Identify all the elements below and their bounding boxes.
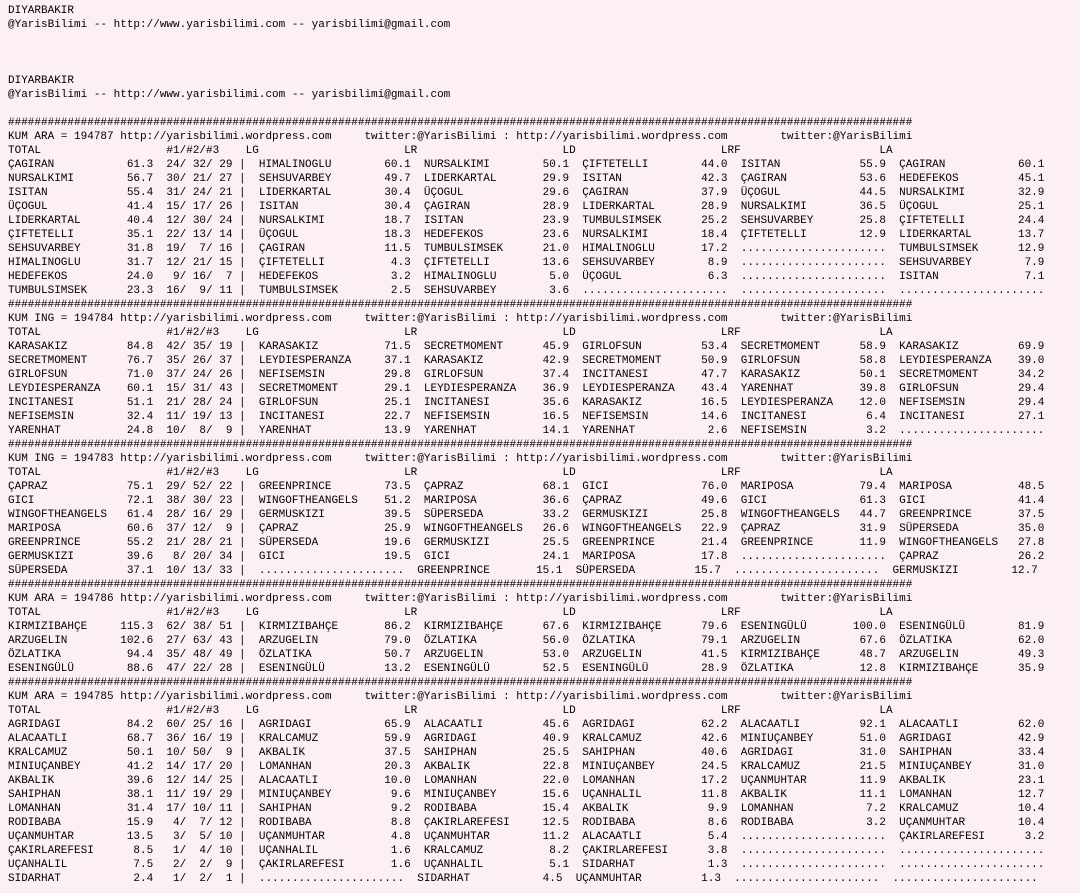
separator-line: ######################################################################################################################################### [8,299,913,311]
separator-line: ######################################################################################################################################### [8,439,913,451]
result-row: KIRMIZIBAHÇE 115.3 62/ 38/ 51 | KIRMIZIBAHÇE 86.2 KIRMIZIBAHÇE 67.6 KIRMIZIBAHÇE 79.6 ESENINGÜLÜ 100.0 ESENINGÜLÜ 81.9 [8,621,1045,633]
result-row: KARASAKIZ 84.8 42/ 35/ 19 | KARASAKIZ 71.5 SECRETMOMENT 45.9 GIRLOFSUN 53.4 SECRETMOMENT 58.9 KARASAKIZ 69.9 [8,341,1045,353]
result-row: GREENPRINCE 55.2 21/ 28/ 21 | SÜPERSEDA 19.6 GERMUSKIZI 25.5 GREENPRINCE 21.4 GREENPRINCE 11.9 WINGOFTHEANGELS 27.8 [8,537,1045,549]
result-row: ÇAKIRLAREFESI 8.5 1/ 4/ 10 | UÇANHALIL 1.6 KRALCAMUZ 8.2 ÇAKIRLAREFESI 3.8 ...................... ...................... [8,845,1045,857]
result-row: KRALCAMUZ 50.1 10/ 50/ 9 | AKBALIK 37.5 SAHIPHAN 25.5 SAHIPHAN 40.6 AGRIDAGI 31.0 SAHIPHAN 33.4 [8,747,1045,759]
result-row: HIMALINOGLU 31.7 12/ 21/ 15 | ÇIFTETELLI 4.3 ÇIFTETELLI 13.6 SEHSUVARBEY 8.9 ...................... SEHSUVARBEY 7.9 [8,257,1045,269]
result-row: WINGOFTHEANGELS 61.4 28/ 16/ 29 | GERMUSKIZI 39.5 SÜPERSEDA 33.2 GERMUSKIZI 25.8 WINGOFTHEANGELS 44.7 GREENPRINCE 37.5 [8,509,1045,521]
result-row: GICI 72.1 38/ 30/ 23 | WINGOFTHEANGELS 51.2 MARIPOSA 36.6 ÇAPRAZ 49.6 GICI 61.3 GICI 41.4 [8,495,1045,507]
result-row: NEFISEMSIN 32.4 11/ 19/ 13 | INCITANESI 22.7 NEFISEMSIN 16.5 NEFISEMSIN 14.6 INCITANESI 6.4 INCITANESI 27.1 [8,411,1045,423]
result-row: ÜÇOGUL 41.4 15/ 17/ 26 | ISITAN 30.4 ÇAGIRAN 28.9 LIDERKARTAL 28.9 NURSALKIMI 36.5 ÜÇOGUL 25.1 [8,201,1045,213]
result-row: LIDERKARTAL 40.4 12/ 30/ 24 | NURSALKIMI 18.7 ISITAN 23.9 TUMBULSIMSEK 25.2 SEHSUVARBEY 25.8 ÇIFTETELLI 24.4 [8,215,1045,227]
separator-line: ######################################################################################################################################### [8,579,913,591]
column-header: TOTAL #1/#2/#3 LG LR LD LRF LA [8,467,893,479]
result-row: YARENHAT 24.8 10/ 8/ 9 | YARENHAT 13.9 YARENHAT 14.1 YARENHAT 2.6 NEFISEMSIN 3.2 ...................... [8,425,1045,437]
result-row: HEDEFEKOS 24.0 9/ 16/ 7 | HEDEFEKOS 3.2 HIMALINOGLU 5.0 ÜÇOGUL 6.3 ...................... ISITAN 7.1 [8,271,1045,283]
section-title: KUM ARA = 194787 http://yarisbilimi.wordpress.com twitter:@YarisBilimi : http://yarisbilimi.wordpress.com twitter:@YarisBilimi [8,131,913,143]
result-row: MARIPOSA 60.6 37/ 12/ 9 | ÇAPRAZ 25.9 WINGOFTHEANGELS 26.6 WINGOFTHEANGELS 22.9 ÇAPRAZ 31.9 SÜPERSEDA 35.0 [8,523,1045,535]
result-row: TUMBULSIMSEK 23.3 16/ 9/ 11 | TUMBULSIMSEK 2.5 SEHSUVARBEY 3.6 ...................... ...................... ...................... [8,285,1045,297]
result-row: ÇAGIRAN 61.3 24/ 32/ 29 | HIMALINOGLU 60.1 NURSALKIMI 50.1 ÇIFTETELLI 44.0 ISITAN 55.9 ÇAGIRAN 60.1 [8,159,1045,171]
result-row: ÇAPRAZ 75.1 29/ 52/ 22 | GREENPRINCE 73.5 ÇAPRAZ 68.1 GICI 76.0 MARIPOSA 79.4 MARIPOSA 48.5 [8,481,1045,493]
result-row: SECRETMOMENT 76.7 35/ 26/ 37 | LEYDIESPERANZA 37.1 KARASAKIZ 42.9 SECRETMOMENT 50.9 GIRLOFSUN 58.8 LEYDIESPERANZA 39.0 [8,355,1045,367]
result-row: ALACAATLI 68.7 36/ 16/ 19 | KRALCAMUZ 59.9 AGRIDAGI 40.9 KRALCAMUZ 42.6 MINIUÇANBEY 51.0 AGRIDAGI 42.9 [8,733,1045,745]
result-row: GIRLOFSUN 71.0 37/ 24/ 26 | NEFISEMSIN 29.8 GIRLOFSUN 37.4 INCITANESI 47.7 KARASAKIZ 50.1 SECRETMOMENT 34.2 [8,369,1045,381]
section-title: KUM ING = 194783 http://yarisbilimi.wordpress.com twitter:@YarisBilimi : http://yarisbilimi.wordpress.com twitter:@YarisBilimi [8,453,913,465]
result-row: LOMANHAN 31.4 17/ 10/ 11 | SAHIPHAN 9.2 RODIBABA 15.4 AKBALIK 9.9 LOMANHAN 7.2 KRALCAMUZ 10.4 [8,803,1045,815]
separator-line: ######################################################################################################################################### [8,117,913,129]
section-title: KUM ARA = 194785 http://yarisbilimi.wordpress.com twitter:@YarisBilimi : http://yarisbilimi.wordpress.com twitter:@YarisBilimi [8,691,913,703]
result-row: GERMUSKIZI 39.6 8/ 20/ 34 | GICI 19.5 GICI 24.1 MARIPOSA 17.8 ...................... ÇAPRAZ 26.2 [8,551,1045,563]
result-row: SIDARHAT 2.4 1/ 2/ 1 | ...................... SIDARHAT 4.5 UÇANMUHTAR 1.3 ...................... ...................... [8,873,1038,885]
city-title-1: DIYARBAKIR [8,5,75,17]
section-title: KUM ARA = 194786 http://yarisbilimi.wordpress.com twitter:@YarisBilimi : http://yarisbilimi.wordpress.com twitter:@YarisBilimi [8,593,913,605]
result-row: AKBALIK 39.6 12/ 14/ 25 | ALACAATLI 10.0 LOMANHAN 22.0 LOMANHAN 17.2 UÇANMUHTAR 11.9 AKBALIK 23.1 [8,775,1045,787]
column-header: TOTAL #1/#2/#3 LG LR LD LRF LA [8,327,893,339]
result-row: SAHIPHAN 38.1 11/ 19/ 29 | MINIUÇANBEY 9.6 MINIUÇANBEY 15.6 UÇANHALIL 11.8 AKBALIK 11.1 LOMANHAN 12.7 [8,789,1045,801]
results-sections [8,116,1080,886]
result-row: SÜPERSEDA 37.1 10/ 13/ 33 | ...................... GREENPRINCE 15.1 SÜPERSEDA 15.7 ...................... GERMUSKIZI 12.7 [8,565,1038,577]
city-title-2: DIYARBAKIR [8,75,75,87]
column-header: TOTAL #1/#2/#3 LG LR LD LRF LA [8,607,893,619]
result-row: AGRIDAGI 84.2 60/ 25/ 16 | AGRIDAGI 65.9 ALACAATLI 45.6 AGRIDAGI 62.2 ALACAATLI 92.1 ALACAATLI 62.0 [8,719,1045,731]
result-row: INCITANESI 51.1 21/ 28/ 24 | GIRLOFSUN 25.1 INCITANESI 35.6 KARASAKIZ 16.5 LEYDIESPERANZA 12.0 NEFISEMSIN 29.4 [8,397,1045,409]
result-row: ÖZLATIKA 94.4 35/ 48/ 49 | ÖZLATIKA 50.7 ARZUGELIN 53.0 ARZUGELIN 41.5 KIRMIZIBAHÇE 48.7 ARZUGELIN 49.3 [8,649,1045,661]
result-row: ISITAN 55.4 31/ 24/ 21 | LIDERKARTAL 30.4 ÜÇOGUL 29.6 ÇAGIRAN 37.9 ÜÇOGUL 44.5 NURSALKIMI 32.9 [8,187,1045,199]
contact-line-2: @YarisBilimi -- http://www.yarisbilimi.com -- yarisbilimi@gmail.com [8,89,451,101]
result-row: LEYDIESPERANZA 60.1 15/ 31/ 43 | SECRETMOMENT 29.1 LEYDIESPERANZA 36.9 LEYDIESPERANZA 43.4 YARENHAT 39.8 GIRLOFSUN 29.4 [8,383,1045,395]
contact-line-1: @YarisBilimi -- http://www.yarisbilimi.com -- yarisbilimi@gmail.com [8,19,451,31]
result-row: ESENINGÜLÜ 88.6 47/ 22/ 28 | ESENINGÜLÜ 13.2 ESENINGÜLÜ 52.5 ESENINGÜLÜ 28.9 ÖZLATIKA 12.8 KIRMIZIBAHÇE 35.9 [8,663,1045,675]
result-row: RODIBABA 15.9 4/ 7/ 12 | RODIBABA 8.8 ÇAKIRLAREFESI 12.5 RODIBABA 8.6 RODIBABA 3.2 UÇANMUHTAR 10.4 [8,817,1045,829]
result-row: NURSALKIMI 56.7 30/ 21/ 27 | SEHSUVARBEY 49.7 LIDERKARTAL 29.9 ISITAN 42.3 ÇAGIRAN 53.6 HEDEFEKOS 45.1 [8,173,1045,185]
section-title: KUM ING = 194784 http://yarisbilimi.wordpress.com twitter:@YarisBilimi : http://yarisbilimi.wordpress.com twitter:@YarisBilimi [8,313,913,325]
result-row: SEHSUVARBEY 31.8 19/ 7/ 16 | ÇAGIRAN 11.5 TUMBULSIMSEK 21.0 HIMALINOGLU 17.2 ...................... TUMBULSIMSEK 12.9 [8,243,1045,255]
result-row: ÇIFTETELLI 35.1 22/ 13/ 14 | ÜÇOGUL 18.3 HEDEFEKOS 23.6 NURSALKIMI 18.4 ÇIFTETELLI 12.9 LIDERKARTAL 13.7 [8,229,1045,241]
result-row: ARZUGELIN 102.6 27/ 63/ 43 | ARZUGELIN 79.0 ÖZLATIKA 56.0 ÖZLATIKA 79.1 ARZUGELIN 67.6 ÖZLATIKA 62.0 [8,635,1045,647]
result-row: MINIUÇANBEY 41.2 14/ 17/ 20 | LOMANHAN 20.3 AKBALIK 22.8 MINIUÇANBEY 24.5 KRALCAMUZ 21.5 MINIUÇANBEY 31.0 [8,761,1045,773]
separator-line: ######################################################################################################################################### [8,677,913,689]
result-row: UÇANMUHTAR 13.5 3/ 5/ 10 | UÇANMUHTAR 4.8 UÇANMUHTAR 11.2 ALACAATLI 5.4 ...................... ÇAKIRLAREFESI 3.2 [8,831,1045,843]
column-header: TOTAL #1/#2/#3 LG LR LD LRF LA [8,705,893,717]
result-row: UÇANHALIL 7.5 2/ 2/ 9 | ÇAKIRLAREFESI 1.6 UÇANHALIL 5.1 SIDARHAT 1.3 ...................... ...................... [8,859,1045,871]
column-header: TOTAL #1/#2/#3 LG LR LD LRF LA [8,145,893,157]
